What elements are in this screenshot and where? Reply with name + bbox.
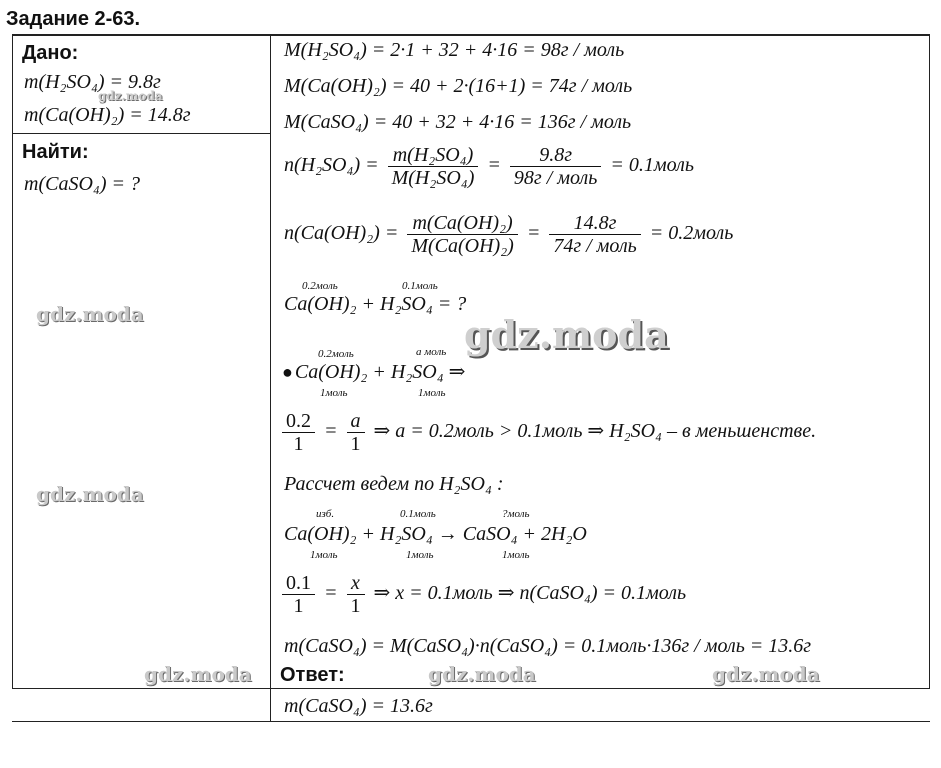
fraction-numerator: 14.8г <box>549 212 640 235</box>
reaction3-annotation-caso4: ?моль <box>502 508 530 520</box>
moles-h2so4: n(H₂SO₄) = $\frac{\text{m(H₂SO₄)}}{\text{M(H₂SO₄)}}$ = $\frac{9.8г}{\text{98г / моль}}$ = 0.1моль <box>284 144 694 189</box>
fraction-denominator: 1 <box>293 433 304 455</box>
watermark: gdz.moda <box>144 662 252 686</box>
moles-caoh2: n(Ca(OH)₂) = $\frac{\text{m(Ca(OH)₂)}}{\text{M(Ca(OH)₂)}}$ = $\frac{14.8г}{\text{74г / моль}}$ = 0.2моль <box>284 212 734 257</box>
table-right-border <box>929 34 930 688</box>
answer-label: Ответ: <box>280 664 345 686</box>
watermark: gdz.moda <box>36 482 144 506</box>
table-bottom-border <box>12 721 930 722</box>
fraction-numerator: m(H₂SO₄) <box>388 144 479 167</box>
fraction-denominator: 1 <box>293 595 304 617</box>
reaction3-coef-caso4: 1моль <box>502 549 530 561</box>
moles-caoh2-result: = 0.2моль <box>649 222 734 245</box>
reaction2-annotation-h2so4: a моль <box>416 346 447 358</box>
proportion-a-conclusion: ⇒ a = 0.2моль > 0.1моль ⇒ H₂SO₄ – в меньшенстве. <box>373 420 817 443</box>
fraction-numerator: 0.1 <box>282 572 315 595</box>
fraction-numerator: 9.8г <box>510 144 601 167</box>
given-label: Дано: <box>22 42 79 64</box>
proportion-a-fraction2 <box>347 410 365 455</box>
bullet-dot: ● <box>282 362 293 382</box>
reaction2-coef-h2so4: 1моль <box>418 387 446 399</box>
given-find-divider <box>12 133 270 134</box>
fraction-denominator: 98г / моль <box>513 167 598 189</box>
reaction3-annotation-h2so4: 0.1моль <box>400 508 436 520</box>
calculation-basis: Рассчет ведем по H₂SO₄ : <box>284 473 504 495</box>
reaction1-question: Ca(OH)₂ + H₂SO₄ = ? <box>284 293 467 315</box>
proportion-x-fraction1 <box>282 572 315 617</box>
moles-caoh2-fraction2 <box>549 212 640 257</box>
reaction2-annotation-caoh2: 0.2моль <box>318 348 354 360</box>
proportion-x-fraction2 <box>347 572 365 617</box>
reaction2-coef-caoh2: 1моль <box>320 387 348 399</box>
reaction3-coef-caoh2: 1моль <box>310 549 338 561</box>
find-label: Найти: <box>22 141 89 163</box>
watermark: gdz.moda <box>712 662 820 686</box>
column-divider <box>270 34 271 722</box>
molar-mass-h2so4: M(H₂SO₄) = 2·1 + 32 + 4·16 = 98г / моль <box>284 39 625 61</box>
fraction-numerator: m(Ca(OH)₂) <box>407 212 517 235</box>
reaction3-annotation-excess: изб. <box>316 508 335 520</box>
watermark: gdz.moda <box>428 662 536 686</box>
fraction-numerator: a <box>347 410 365 433</box>
proportion-x: $\frac{0.1}{1}$ = $\frac{x}{1}$ ⇒ x = 0.1моль ⇒ n(CaSO₄) = 0.1моль <box>282 572 686 617</box>
given-mass-h2so4: m(H₂SO₄) = 9.8г <box>24 71 161 93</box>
fraction-denominator: 1 <box>350 595 361 617</box>
reaction1-annotation-h2so4: 0.1моль <box>402 280 438 292</box>
fraction-denominator: M(H₂SO₄) <box>391 167 475 189</box>
fraction-denominator: M(Ca(OH)₂) <box>411 235 514 257</box>
watermark: gdz.moda <box>98 89 163 103</box>
watermark: gdz.moda <box>464 312 669 357</box>
moles-h2so4-fraction1 <box>388 144 479 189</box>
molar-mass-caoh2: M(Ca(OH)₂) = 40 + 2·(16+1) = 74г / моль <box>284 75 633 97</box>
fraction-denominator: 1 <box>350 433 361 455</box>
reaction2 <box>282 362 465 382</box>
molar-mass-caso4: M(CaSO₄) = 40 + 32 + 4·16 = 136г / моль <box>284 111 632 133</box>
answer-value: m(CaSO₄) = 13.6г <box>284 695 433 717</box>
proportion-a: $\frac{0.2}{1}$ = $\frac{a}{1}$ ⇒ a = 0.2моль > 0.1моль ⇒ H₂SO₄ – в меньшенстве. <box>282 410 816 455</box>
moles-h2so4-fraction2 <box>510 144 601 189</box>
fraction-numerator: 0.2 <box>282 410 315 433</box>
answer-divider-left <box>12 688 270 689</box>
moles-caoh2-fraction1 <box>407 212 517 257</box>
fraction-numerator: x <box>347 572 365 595</box>
given-mass-caoh2: m(Ca(OH)₂) = 14.8г <box>24 104 191 126</box>
reaction1-annotation-caoh2: 0.2моль <box>302 280 338 292</box>
proportion-x-conclusion: ⇒ x = 0.1моль ⇒ n(CaSO₄) = 0.1моль <box>373 582 687 605</box>
answer-divider <box>270 688 930 689</box>
fraction-denominator: 74г / моль <box>553 235 637 257</box>
page-title: Задание 2-63. <box>6 8 141 30</box>
moles-h2so4-left: n(H₂SO₄) = <box>284 154 379 177</box>
reaction3-coef-h2so4: 1моль <box>406 549 434 561</box>
watermark: gdz.moda <box>36 302 144 326</box>
proportion-a-fraction1 <box>282 410 315 455</box>
mass-caso4-calculation: m(CaSO₄) = M(CaSO₄)·n(CaSO₄) = 0.1моль·136г / моль = 13.6г <box>284 635 812 657</box>
table-top-border <box>12 34 930 36</box>
reaction3: Ca(OH)₂ + H₂SO₄ → CaSO₄ + 2H₂O <box>284 523 587 545</box>
moles-caoh2-left: n(Ca(OH)₂) = <box>284 222 399 245</box>
reaction2-equation: Ca(OH)₂ + H₂SO₄ ⇒ <box>294 361 466 383</box>
find-mass-caso4: m(CaSO₄) = ? <box>24 173 140 195</box>
moles-h2so4-result: = 0.1моль <box>610 154 694 177</box>
